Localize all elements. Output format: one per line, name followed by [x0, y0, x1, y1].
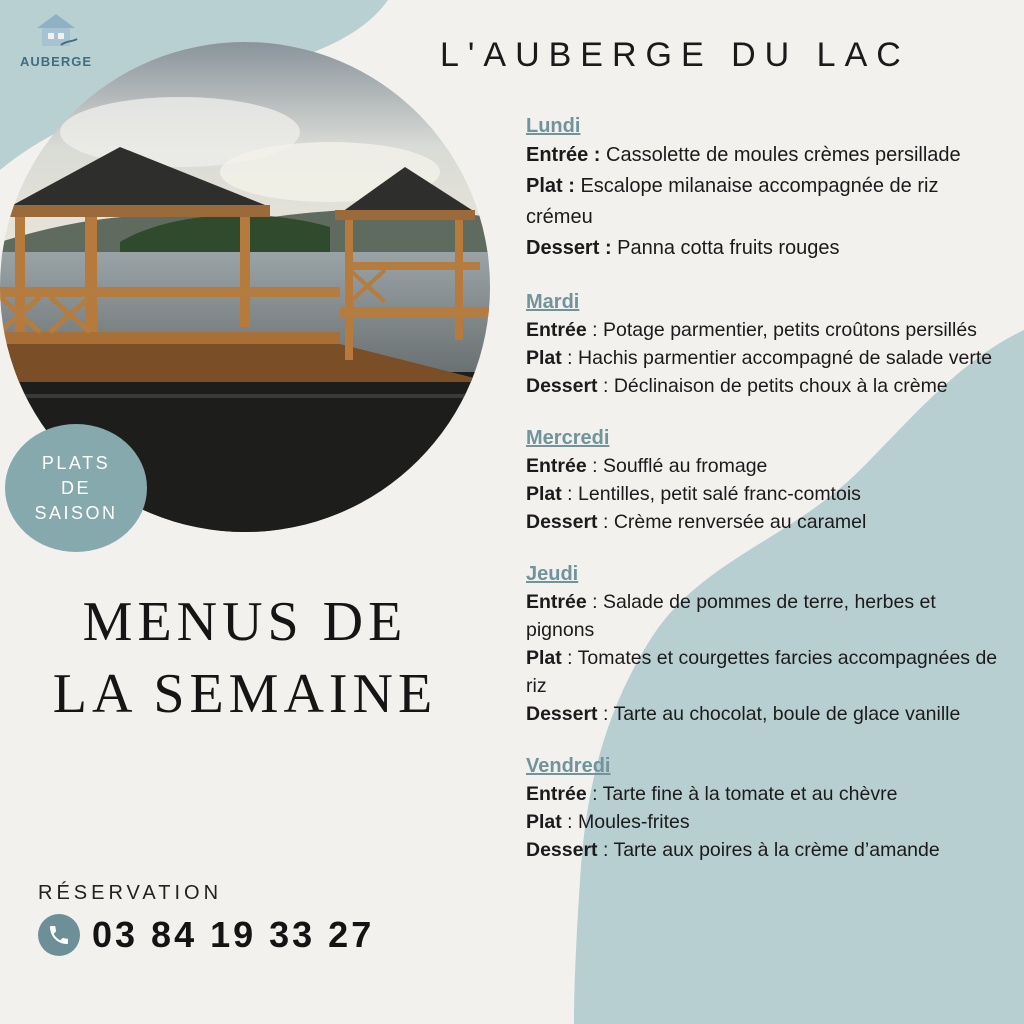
dessert-line: Dessert : Déclinaison de petits choux à la crème [526, 375, 948, 397]
dessert-text: Tarte au chocolat, boule de glace vanille [613, 703, 961, 725]
day-menu-lundi [526, 112, 1004, 264]
plat-label: Plat [526, 483, 562, 505]
entree-line: Entrée : Tarte fine à la tomate et au chèvre [526, 783, 898, 805]
entree-line: Entrée : Potage parmentier, petits croûtons persillés [526, 319, 977, 341]
dessert-label: Dessert [526, 511, 598, 533]
entree-text: Tarte fine à la tomate et au chèvre [602, 783, 898, 805]
entree-text: Salade de pommes de terre, herbes et pignons [526, 591, 936, 641]
plat-text: Moules-frites [578, 811, 690, 833]
logo-house-icon [33, 12, 79, 52]
dessert-text: Tarte aux poires à la crème d’amande [613, 839, 940, 861]
day-heading: Vendredi [526, 755, 611, 777]
plat-line: Plat : Lentilles, petit salé franc-comtois [526, 483, 861, 505]
day-menu-vendredi [526, 752, 1004, 864]
plat-label: Plat [526, 347, 562, 369]
dessert-line: Dessert : Panna cotta fruits rouges [526, 237, 840, 259]
dessert-line: Dessert : Tarte aux poires à la crème d’amande [526, 839, 940, 861]
badge-line: SAISON [34, 502, 118, 523]
badge-line: PLATS [41, 452, 111, 473]
reservation-label: RÉSERVATION [38, 882, 223, 904]
plat-line: Plat : Moules-frites [526, 811, 690, 833]
plat-text: Lentilles, petit salé franc-comtois [578, 483, 861, 505]
day-menu-jeudi [526, 560, 1004, 728]
dessert-text: Panna cotta fruits rouges [617, 237, 840, 259]
entree-line: Entrée : Soufflé au fromage [526, 455, 768, 477]
badge-line: DE [60, 477, 91, 498]
dessert-label: Dessert [526, 839, 598, 861]
day-heading: Lundi [526, 115, 581, 137]
plat-label: Plat [526, 647, 562, 669]
phone-row[interactable] [38, 914, 374, 956]
weekly-menu [526, 112, 1004, 880]
day-menu-mercredi [526, 424, 1004, 536]
entree-label: Entrée [526, 144, 589, 166]
restaurant-name: L'AUBERGE DU LAC [440, 36, 910, 74]
entree-label: Entrée [526, 455, 587, 477]
dessert-text: Déclinaison de petits choux à la crème [613, 375, 948, 397]
title-line-1: MENUS DE [82, 591, 408, 653]
plat-text: Hachis parmentier accompagné de salade verte [578, 347, 993, 369]
plat-text: Escalope milanaise accompagnée de riz crémeu [526, 175, 939, 228]
entree-line: Entrée : Salade de pommes de terre, herbes et pignons [526, 591, 936, 641]
plat-text: Tomates et courgettes farcies accompagnées de riz [526, 647, 998, 697]
dessert-label: Dessert [526, 375, 598, 397]
plat-label: Plat [526, 175, 563, 197]
entree-text: Potage parmentier, petits croûtons persillés [602, 319, 977, 341]
entree-label: Entrée [526, 591, 587, 613]
seasonal-dishes-badge [5, 424, 147, 552]
entree-text: Cassolette de moules crèmes persillade [606, 144, 961, 166]
day-heading: Jeudi [526, 563, 579, 585]
plat-line: Plat : Tomates et courgettes farcies accompagnées de riz [526, 647, 998, 697]
dessert-line: Dessert : Crème renversée au caramel [526, 511, 867, 533]
page-title [20, 586, 470, 730]
title-line-2: LA SEMAINE [52, 663, 438, 725]
dessert-line: Dessert : Tarte au chocolat, boule de glace vanille [526, 703, 961, 725]
day-heading: Mardi [526, 291, 580, 313]
entree-label: Entrée [526, 319, 587, 341]
day-heading: Mercredi [526, 427, 610, 449]
day-menu-mardi [526, 288, 1004, 400]
entree-line: Entrée : Cassolette de moules crèmes persillade [526, 144, 961, 166]
entree-text: Soufflé au fromage [602, 455, 768, 477]
logo [14, 12, 98, 69]
logo-text: AUBERGE [19, 54, 92, 69]
dessert-label: Dessert [526, 703, 598, 725]
phone-icon [38, 914, 80, 956]
phone-number[interactable]: 03 84 19 33 27 [92, 914, 375, 955]
plat-line: Plat : Escalope milanaise accompagnée de riz crémeu [526, 175, 939, 228]
entree-label: Entrée [526, 783, 587, 805]
dessert-text: Crème renversée au caramel [613, 511, 867, 533]
plat-label: Plat [526, 811, 562, 833]
dessert-label: Dessert [526, 237, 600, 259]
plat-line: Plat : Hachis parmentier accompagné de salade verte [526, 347, 993, 369]
